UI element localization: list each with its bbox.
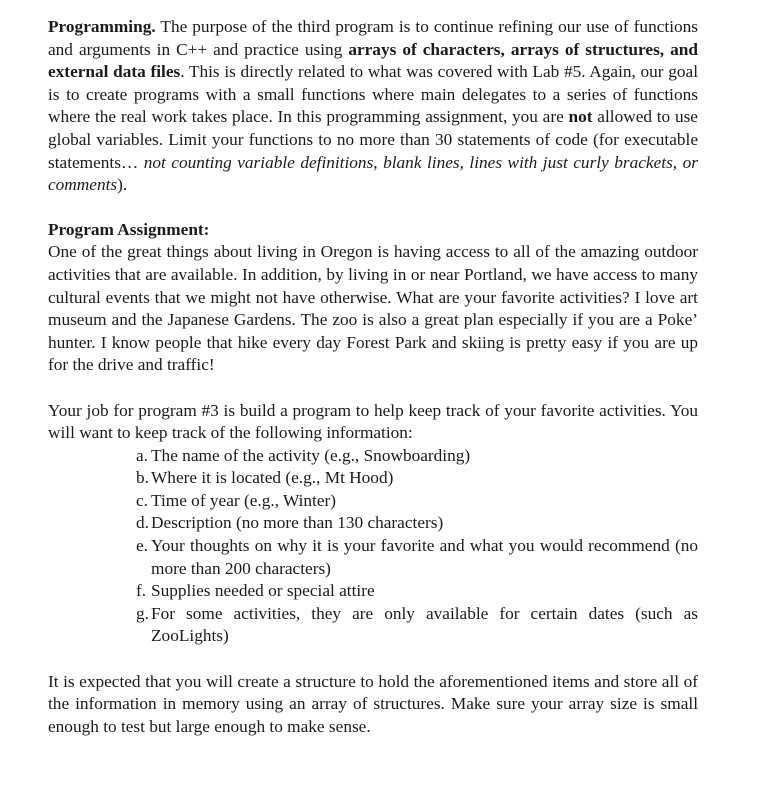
assignment-paragraph: One of the great things about living in Oregon is having access to all of the amazing outdoor activities that are available. In addition, by living in or near Portland, we have access to many cultural events that we might not have otherwise. What are your favorite activities? I love art museum and the Japanese Gardens. The zoo is also a great plan especially if you are a Poke’ hunter. I know people that hike every day Forest Park and skiing is pretty easy if you are up for the drive and traffic!: [48, 242, 698, 375]
intro-text-2: . This is directly related to what was covered with Lab #5. Again, our goal is to create programs with a small functions where main delegates to a series of functions where the real work takes place. In this programming assignment, you are: [48, 62, 699, 127]
intro-emphasis-not: not: [568, 107, 593, 127]
list-marker: f.: [136, 581, 147, 601]
requirements-list: [48, 445, 698, 648]
list-marker: b.: [136, 468, 149, 488]
intro-emphasis-arrays: arrays of characters, arrays of structures, and external data files: [48, 39, 699, 82]
assignment-heading: Program Assignment:: [48, 219, 210, 239]
intro-italic-note: not counting variable definitions, blank lines, lines with just curly brackets, or comments: [48, 152, 698, 195]
document-page: [48, 16, 698, 738]
list-item: [136, 580, 698, 603]
list-item-text: Time of year (e.g., Winter): [151, 490, 337, 510]
list-item-text: Supplies needed or special attire: [151, 581, 375, 601]
job-paragraph: Your job for program #3 is build a program to help keep track of your favorite activities. You will want to keep track of the following information:: [48, 400, 698, 443]
list-marker: c.: [136, 490, 148, 510]
intro-text-3: allowed to use global variables. Limit your functions to no more than 30 statements of code (for executable statements…: [48, 107, 698, 172]
intro-text-4: ).: [117, 175, 128, 195]
list-item: [136, 445, 698, 468]
list-item: [136, 490, 698, 513]
intro-text-1: The purpose of the third program is to continue refining our use of functions and arguments in C++ and practice using: [48, 17, 698, 59]
list-marker: d.: [136, 513, 149, 533]
intro-paragraph: [48, 16, 698, 197]
list-item-text: Your thoughts on why it is your favorite and what you would recommend (no more than 200 characters): [151, 536, 698, 578]
list-item-text: Where it is located (e.g., Mt Hood): [151, 468, 394, 488]
list-item-text: The name of the activity (e.g., Snowboarding): [151, 445, 471, 465]
list-item: [136, 467, 698, 490]
list-marker: a.: [136, 445, 148, 465]
list-marker: g.: [136, 603, 149, 623]
list-item: [136, 603, 698, 648]
list-item: [136, 512, 698, 535]
list-marker: e.: [136, 536, 148, 556]
list-item: [136, 535, 698, 580]
closing-paragraph: It is expected that you will create a structure to hold the aforementioned items and store all of the information in memory using an array of structures. Make sure your array size is small enough to test but large enough to make sense.: [48, 671, 698, 736]
spacer: [48, 377, 698, 400]
list-item-text: Description (no more than 130 characters): [151, 513, 444, 533]
section-label: Programming.: [48, 17, 156, 36]
list-item-text: For some activities, they are only available for certain dates (such as ZooLights): [151, 603, 698, 646]
